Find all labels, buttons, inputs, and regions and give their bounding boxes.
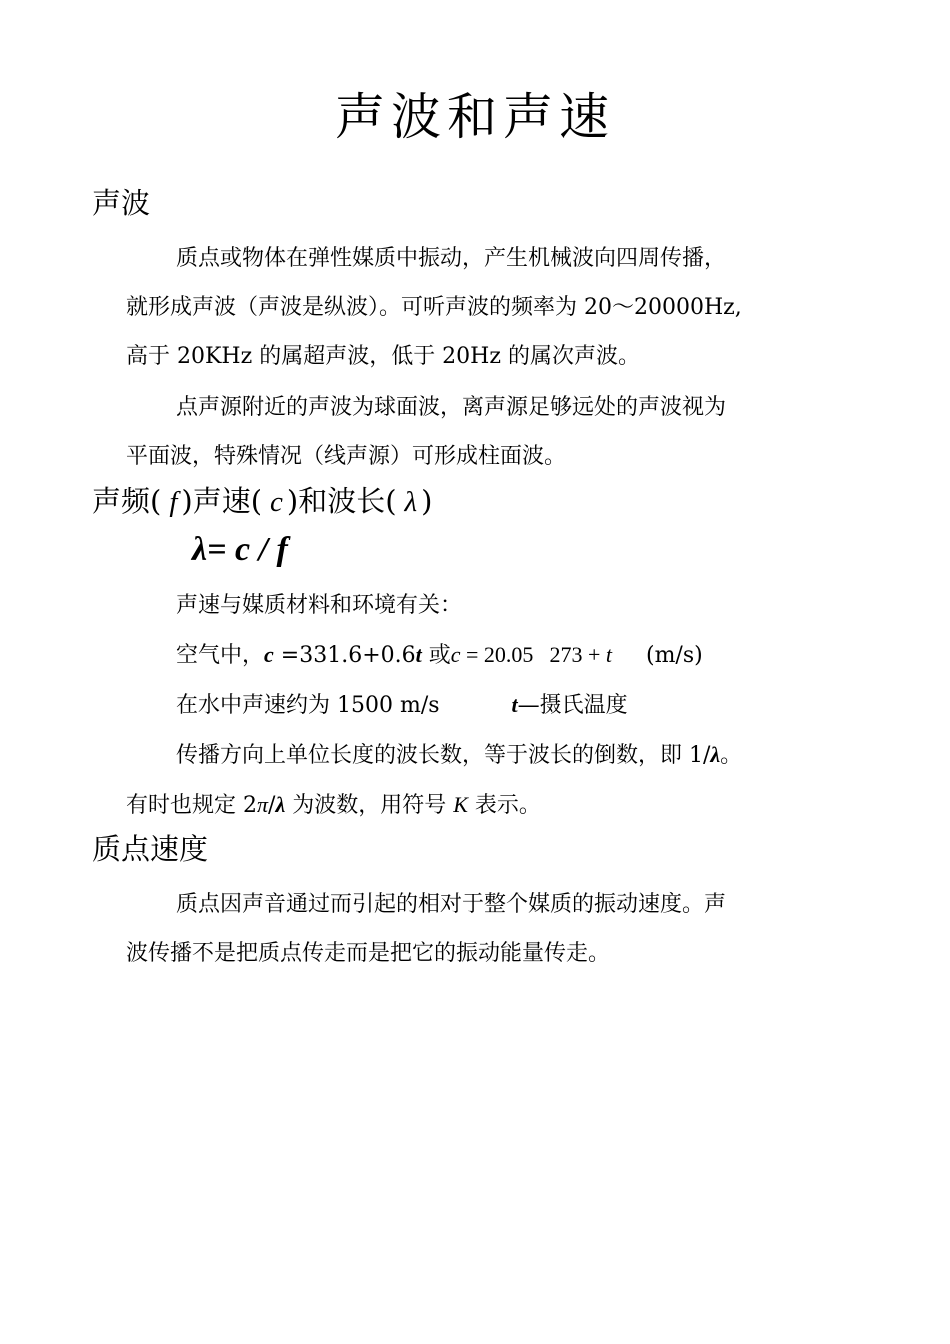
symbol-lambda: λ [275, 792, 286, 817]
text-segment: / [268, 793, 276, 818]
paragraph-line [126, 789, 541, 822]
wavelength-formula: λ= c / f [192, 531, 288, 568]
text-segment: 为波数，用符号 [285, 793, 454, 818]
section-heading-frequency-speed-wavelength [92, 481, 432, 522]
symbol-c: c [264, 642, 274, 667]
text-segment: 传播方向上单位长度的波长数，等于波长的倒数，即 1/ [176, 743, 711, 768]
heading-text: )声速( [181, 484, 263, 518]
text-segment: 。 [720, 743, 743, 768]
paragraph-line: 就形成声波（声波是纵波）。可听声波的频率为 20～20000Hz, [126, 295, 742, 320]
text-segment: 在水中声速约为 1500 m/s [176, 693, 440, 718]
text-segment: 或 [421, 643, 451, 668]
section-heading-particle-velocity: 质点速度 [92, 832, 209, 866]
paragraph-line: 波传播不是把质点传走而是把它的振动能量传走。 [126, 941, 611, 966]
page-title: 声波和声速 [335, 88, 615, 146]
text-segment: =331.6+0.6 [273, 643, 416, 668]
paragraph-line [176, 739, 742, 772]
symbol-c: c [270, 486, 283, 518]
paragraph-line: 声速与媒质材料和环境有关： [176, 593, 463, 618]
water-speed-line [176, 689, 628, 722]
unit-text: (m/s) [645, 643, 703, 668]
heading-text: )和波长( [286, 484, 397, 518]
text-segment: 表示。 [467, 793, 541, 818]
paragraph-line: 平面波，特殊情况（线声源）可形成柱面波。 [126, 444, 567, 469]
symbol-t: t [415, 642, 422, 667]
text-segment: —摄氏温度 [517, 693, 628, 718]
text-segment: 有时也规定 2 [126, 793, 257, 818]
paragraph-line: 质点因声音通过而引起的相对于整个媒质的振动速度。声 [176, 892, 727, 917]
paragraph-line: 质点或物体在弹性媒质中振动，产生机械波向四周传播， [176, 246, 727, 271]
symbol-lambda: λ [404, 486, 418, 518]
heading-text: 声频( [92, 484, 162, 518]
math-segment: 273 + [549, 642, 606, 667]
section-heading-sound-wave: 声波 [92, 186, 151, 220]
symbol-k: K [453, 792, 468, 817]
symbol-c: c [450, 642, 461, 667]
symbol-t: t [511, 692, 518, 717]
symbol-t: t [605, 642, 612, 667]
math-segment: = 20.05 [460, 642, 534, 667]
symbol-pi: π [257, 792, 269, 817]
symbol-f: f [169, 486, 178, 518]
heading-text: ) [421, 484, 433, 518]
air-speed-formula [176, 639, 703, 672]
text-segment: 空气中， [176, 643, 265, 668]
symbol-lambda: λ [710, 742, 721, 767]
paragraph-line: 点声源附近的声波为球面波，离声源足够远处的声波视为 [176, 395, 727, 420]
paragraph-line: 高于 20KHz 的属超声波，低于 20Hz 的属次声波。 [126, 344, 640, 369]
